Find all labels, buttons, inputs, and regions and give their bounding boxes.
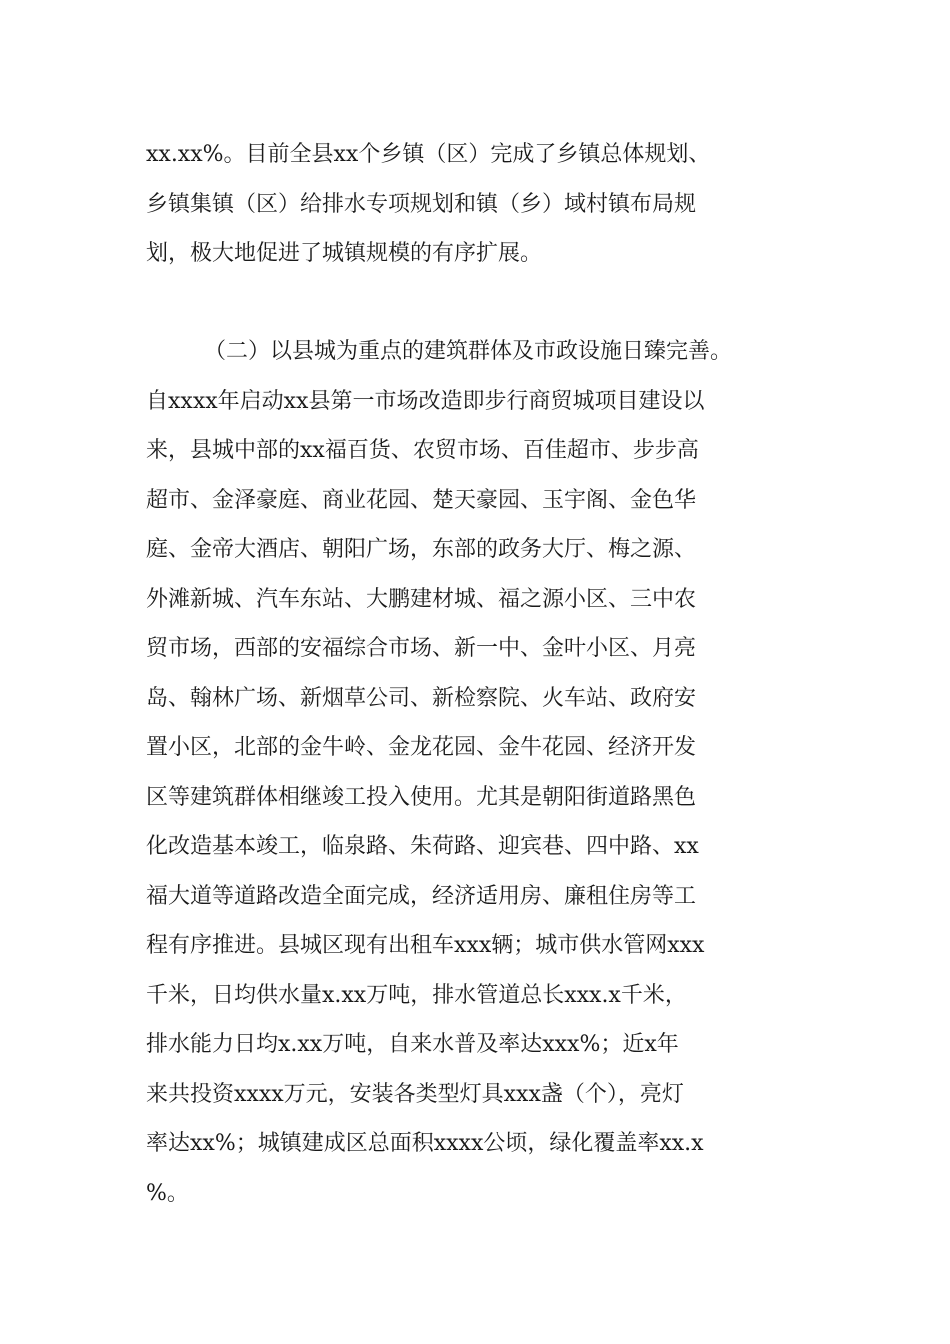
- text-line: 置小区，北部的金牛岭、金龙花园、金牛花园、经济开发: [146, 735, 697, 760]
- text-line: 岛、翰林广场、新烟草公司、新检察院、火车站、政府安: [146, 685, 697, 711]
- text-line: 外滩新城、汽车东站、大鹏建材城、福之源小区、三中农: [146, 586, 697, 612]
- text-line: xx.xx%。目前全县xx个乡镇（区）完成了乡镇总体规划、: [146, 142, 711, 167]
- text-line: 庭、金帝大酒店、朝阳广场，东部的政务大厅、梅之源、: [146, 537, 697, 562]
- text-line: 来，县城中部的xx福百货、农贸市场、百佳超市、步步高: [146, 438, 699, 463]
- text-line: 程有序推进。县城区现有出租车xxx辆；城市供水管网xxx: [146, 933, 705, 958]
- text-line: 福大道等道路改造全面完成，经济适用房、廉租住房等工: [146, 883, 697, 909]
- text-line: 化改造基本竣工，临泉路、朱荷路、迎宾巷、四中路、xx: [146, 834, 699, 859]
- text-line: 率达xx%；城镇建成区总面积xxxx公顷，绿化覆盖率xx.x: [146, 1131, 704, 1156]
- text-line: 区等建筑群体相继竣工投入使用。尤其是朝阳街道路黑色: [146, 784, 697, 810]
- text-line: 贸市场，西部的安福综合市场、新一中、金叶小区、月亮: [146, 636, 697, 661]
- text-line: 千米，日均供水量x.xx万吨，排水管道总长xxx.x千米，: [146, 982, 687, 1008]
- text-line: 来共投资xxxx万元，安装各类型灯具xxx盏（个），亮灯: [146, 1081, 684, 1107]
- text-line: 乡镇集镇（区）给排水专项规划和镇（乡）域村镇布局规: [146, 191, 697, 217]
- text-line: %。: [146, 1180, 189, 1206]
- section-heading-line: （二）以县城为重点的建筑群体及市政设施日臻完善。: [204, 339, 733, 364]
- text-line: 排水能力日均x.xx万吨，自来水普及率达xxx%；近x年: [146, 1032, 679, 1057]
- text-line: 划，极大地促进了城镇规模的有序扩展。: [146, 241, 543, 266]
- text-line: 自xxxx年启动xx县第一市场改造即步行商贸城项目建设以: [146, 388, 705, 414]
- text-line: 超市、金泽豪庭、商业花园、楚天豪园、玉宇阁、金色华: [146, 487, 697, 513]
